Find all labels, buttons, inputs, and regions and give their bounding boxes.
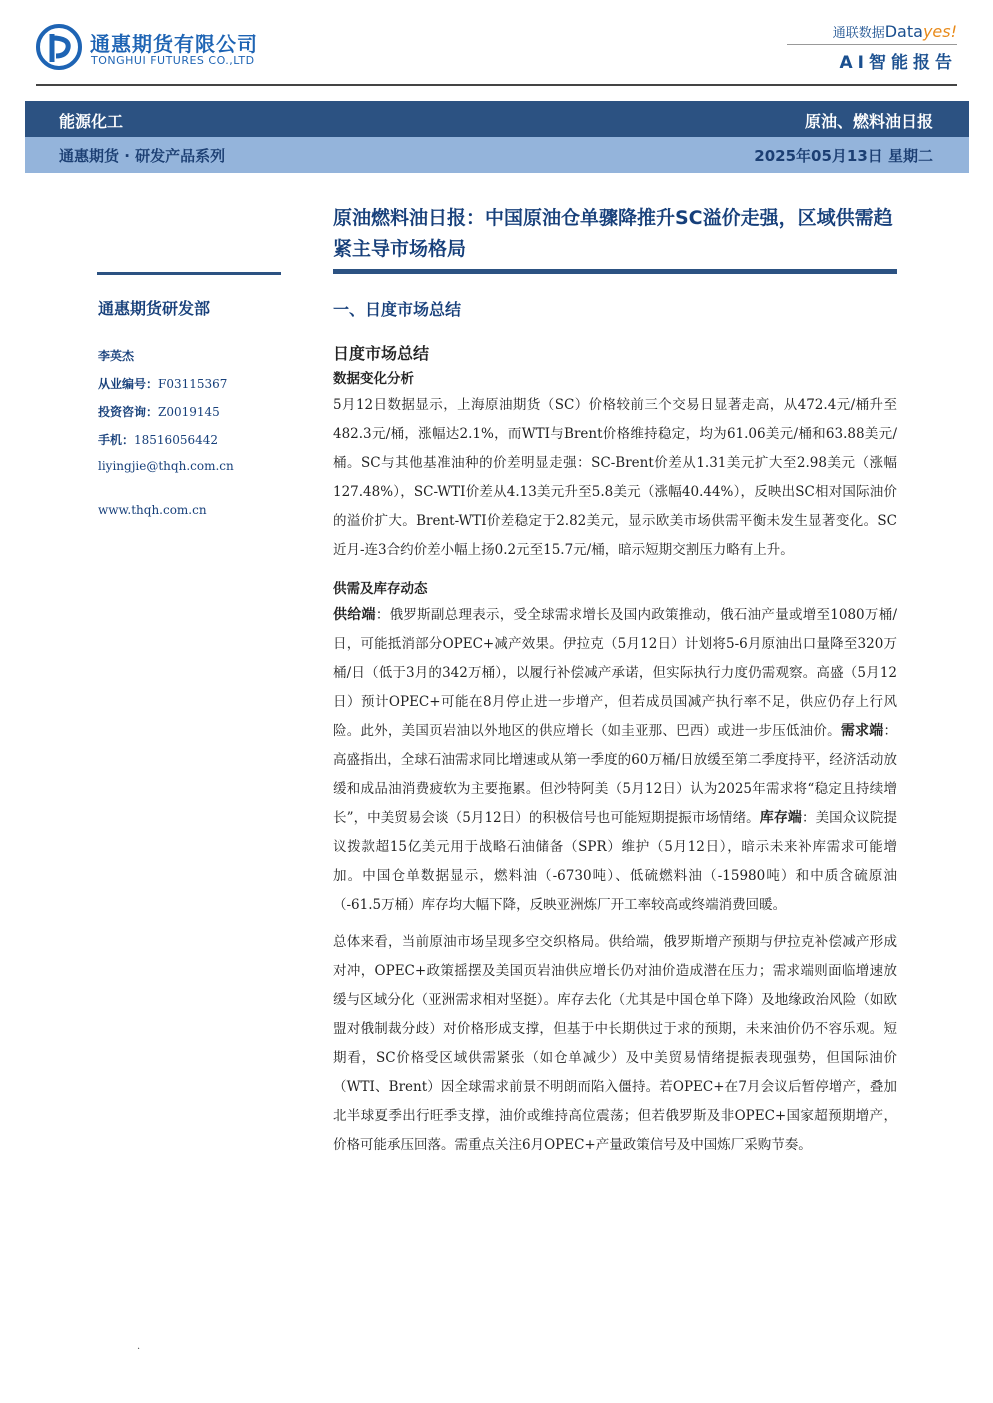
inventory-text: ：美国众议院提议拨款超15亿美元用于战略石油储备（SPR）维护（5月12日），暗示未来补库需求可能增加。中国仓单数据显示，燃料油（-6730吨）、低硫燃料油（-15980吨）和中质含硫原油（-61.5万桶）库存均大幅下降，反映亚洲炼厂开工率较高或终端消费回暖。 <box>333 810 898 913</box>
series-label: 通惠期货 · 研发产品系列 <box>59 147 226 165</box>
series-band <box>25 137 969 173</box>
title-divider <box>333 269 897 274</box>
consult-row <box>98 403 298 431</box>
footer-mark: · <box>137 1344 141 1355</box>
supply-label: 供给端 <box>333 607 376 623</box>
datayes-brand <box>787 22 957 74</box>
analyst-name: 李英杰 <box>98 349 135 363</box>
report-date: 2025年05月13日 星期二 <box>754 147 933 165</box>
license-row <box>98 375 298 403</box>
department-name: 通惠期货研发部 <box>98 299 211 318</box>
company-name-cn: 通惠期货有限公司 <box>90 32 258 56</box>
consult-number: Z0019145 <box>158 405 220 419</box>
subheading-supply-demand: 供需及库存动态 <box>333 581 428 597</box>
license-label: 从业编号： <box>98 377 159 391</box>
company-logo-icon <box>36 24 82 70</box>
brand-top-cn: 通联数据 <box>832 26 885 41</box>
consult-label: 投资咨询： <box>98 405 159 419</box>
brand-top-line <box>787 22 957 41</box>
phone-row <box>98 431 298 459</box>
report-title: 原油燃料油日报：中国原油仓单骤降推升SC溢价走强，区域供需趋紧主导市场格局 <box>333 207 893 260</box>
license-number: F03115367 <box>158 377 228 391</box>
brand-divider <box>787 44 957 45</box>
analyst-sidebar <box>98 296 298 517</box>
summary-paragraph: 总体来看，当前原油市场呈现多空交织格局。供给端，俄罗斯增产预期与伊拉克补偿减产形成对冲，OPEC+政策摇摆及美国页岩油供应增长仍对油价造成潜在压力；需求端则面临增速放缓与区域分化（亚洲需求相对坚挺）。库存去化（尤其是中国仓单下降）及地缘政治风险（如欧盟对俄制裁分歧）对价格形成支撑，但基于中长期供过于求的预期，未来油价仍不容乐观。短期看，SC价格受区域供需紧张（如仓单减少）及中美贸易情绪提振表现强势，但国际油价（WTI、Brent）因全球需求前景不明朗而陷入僵持。若OPEC+在7月会议后暂停增产，叠加北半球夏季出行旺季支撑，油价或维持高位震荡；但若俄罗斯及非OPEC+国家超预期增产，价格可能承压回落。需重点关注6月OPEC+产量政策信号及中国炼厂采购节奏。 <box>333 934 897 1153</box>
phone-number: 18516056442 <box>134 433 218 447</box>
data-analysis-paragraph: 5月12日数据显示，上海原油期货（SC）价格较前三个交易日显著走高，从472.4元/桶升至482.3元/桶，涨幅达2.1%，而WTI与Brent价格维持稳定，均为61.06美元/桶和63.88美元/桶。SC与其他基准油种的价差明显走强：SC-Brent价差从1.31美元扩大至2.98美元（涨幅127.48%），SC-WTI价差从4.13美元升至5.8美元（涨幅40.44%），反映出SC相对国际油价的溢价扩大。Brent-WTI价差稳定于2.82美元，显示欧美市场供需平衡未发生显著变化。SC近月-连3合约价差小幅上扬0.2元至15.7元/桶，暗示短期交割压力略有上升。 <box>333 397 897 558</box>
company-logo <box>36 24 336 74</box>
report-body <box>333 297 897 1160</box>
demand-label: 需求端 <box>840 723 884 739</box>
inventory-label: 库存端 <box>759 810 803 826</box>
company-name-en: TONGHUI FUTURES CO.,LTD <box>91 54 255 67</box>
sidebar-divider <box>97 272 281 275</box>
brand-ai-report: AI智能报告 <box>839 53 957 73</box>
website-link[interactable]: www.thqh.com.cn <box>98 503 207 517</box>
report-type-label: 原油、燃料油日报 <box>804 112 933 131</box>
subheading-data-analysis: 数据变化分析 <box>333 371 414 387</box>
supply-text: ：俄罗斯副总理表示，受全球需求增长及国内政策推动，俄石油产量或增至1080万桶/日，可能抵消部分OPEC+减产效果。伊拉克（5月12日）计划将5-6月原油出口量降至320万桶/日（低于3月的342万桶），以履行补偿减产承诺，但实际执行力度仍需观察。高盛（5月12日）预计OPEC+可能在8月停止进一步增产，但若成员国减产执行率不足，供应仍存上行风险。此外，美国页岩油以外地区的供应增长（如圭亚那、巴西）或进一步压低油价。 <box>333 607 898 739</box>
phone-label: 手机： <box>98 433 135 447</box>
demand-text: ：高盛指出，全球石油需求同比增速或从第一季度的60万桶/日放缓至第二季度持平，经济活动放缓和成品油消费疲软为主要拖累。但沙特阿美（5月12日）认为2025年需求将“稳定且持续增长”，中美贸易会谈（5月12日）的积极信号也可能短期提振市场情绪。 <box>333 723 898 826</box>
brand-top-data: Data <box>884 22 923 41</box>
brand-top-yes: yes! <box>922 22 957 41</box>
subheading-daily-summary: 日度市场总结 <box>333 344 430 363</box>
header-divider <box>36 84 957 86</box>
email-link[interactable]: liyingjie@thqh.com.cn <box>98 459 234 473</box>
supply-demand-paragraph <box>333 601 897 920</box>
sector-label: 能源化工 <box>59 112 124 131</box>
section-heading: 一、日度市场总结 <box>333 300 462 319</box>
category-band <box>25 101 969 137</box>
